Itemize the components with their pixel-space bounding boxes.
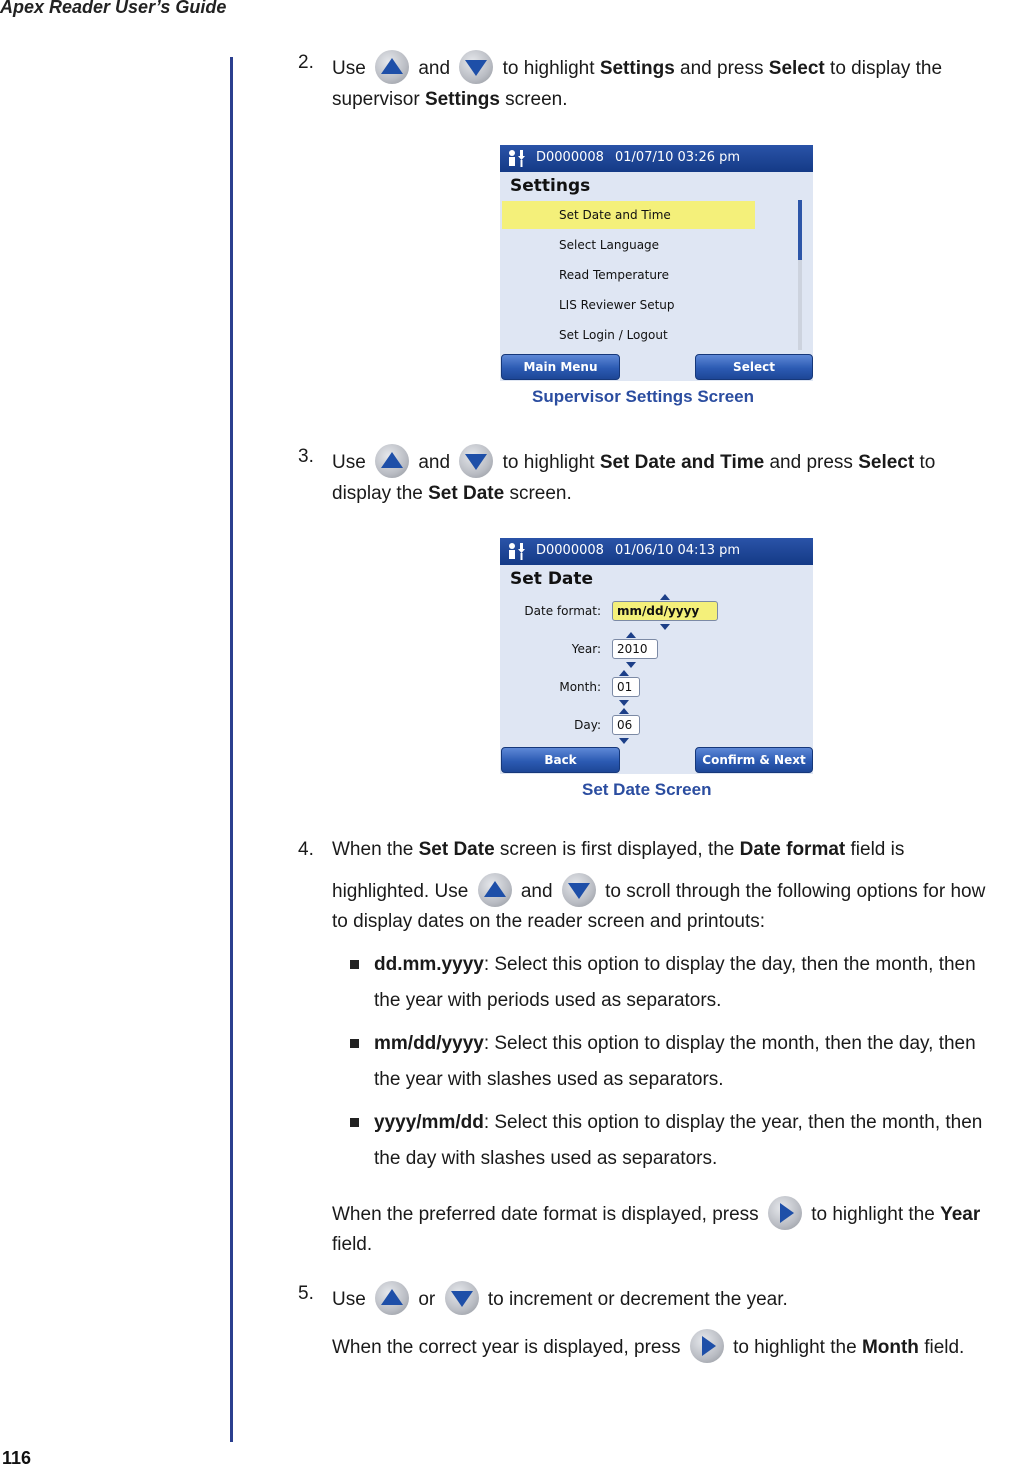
operator-id: D0000008 [536,543,604,558]
down-arrow-icon [459,444,493,478]
option-text: the year with slashes used as separators. [374,1069,724,1090]
day-field[interactable]: 06 [612,715,640,735]
year-field[interactable]: 2010 [612,639,658,659]
screen-titlebar [500,538,813,565]
screen-title: Set Date [510,569,594,589]
step3-line1: Use and to highlight Set Date and Time and press Select to [332,446,935,480]
down-arrow-icon [445,1281,479,1315]
screen-datetime: 01/07/10 03:26 pm [615,150,741,165]
decrement-arrow-icon[interactable] [619,738,629,744]
down-arrow-icon [562,873,596,907]
step4-line1: When the Set Date screen is first displayed, the Date format field is [332,839,905,860]
decrement-arrow-icon[interactable] [619,700,629,706]
step5-line2: When the correct year is displayed, press to highlight the Month field. [332,1331,964,1365]
bullet-icon [350,960,359,969]
screen-title: Settings [510,176,591,196]
date-format-field[interactable]: mm/dd/yyyy [612,601,718,621]
menu-item[interactable]: Select Language [559,238,660,252]
step5-line1: Use or to increment or decrement the year. [332,1283,788,1317]
increment-arrow-icon[interactable] [619,670,629,676]
option-mm-dd-yyyy: mm/dd/yyyy: Select this option to display the month, then the day, then [374,1033,976,1054]
option-yyyy-mm-dd: yyyy/mm/dd: Select this option to display the year, then the month, then [374,1112,983,1133]
menu-item[interactable]: Set Date and Time [559,208,671,222]
step-number: 2. [298,52,314,73]
option-text: the year with periods used as separators. [374,990,722,1011]
year-label: Year: [571,642,601,656]
right-arrow-icon [690,1329,724,1363]
operator-id: D0000008 [536,150,604,165]
month-label: Month: [559,680,601,694]
scrollbar-thumb[interactable] [798,200,802,260]
right-arrow-icon [768,1196,802,1230]
main-menu-button[interactable]: Main Menu [501,354,620,380]
option-dd-mm-yyyy: dd.mm.yyyy: Select this option to display the day, then the month, then [374,954,976,975]
bullet-icon [350,1039,359,1048]
step-number: 4. [298,839,314,860]
date-format-label: Date format: [524,604,601,618]
up-arrow-icon [478,873,512,907]
figure-caption: Set Date Screen [582,780,712,799]
select-button[interactable]: Select [695,354,813,380]
decrement-arrow-icon[interactable] [660,624,670,630]
step-number: 5. [298,1283,314,1304]
screen-datetime: 01/06/10 04:13 pm [615,543,741,558]
month-field[interactable]: 01 [612,677,640,697]
settings-screen-figure [500,145,813,381]
option-text: the day with slashes used as separators. [374,1148,718,1169]
supervisor-icon [506,148,528,172]
increment-arrow-icon[interactable] [626,632,636,638]
step2-line2: supervisor Settings screen. [332,89,568,110]
step4-line3: to display dates on the reader screen and printouts: [332,911,766,932]
increment-arrow-icon[interactable] [619,708,629,714]
day-label: Day: [574,718,601,732]
page-number: 116 [2,1448,32,1468]
supervisor-icon [506,541,528,565]
step4-line2: highlighted. Use and to scroll through the following options for how [332,875,985,909]
menu-item[interactable]: LIS Reviewer Setup [559,298,675,312]
step2-line1: Use and to highlight Settings and press Select to display the [332,52,942,86]
step4-line5: field. [332,1234,373,1255]
set-date-screen-figure [500,538,813,774]
decrement-arrow-icon[interactable] [626,662,636,668]
step4-line4: When the preferred date format is displayed, press to highlight the Year [332,1198,980,1232]
menu-item[interactable]: Set Login / Logout [559,328,668,342]
up-arrow-icon [375,50,409,84]
back-button[interactable]: Back [501,747,620,773]
bullet-icon [350,1118,359,1127]
confirm-next-button[interactable]: Confirm & Next [695,747,813,773]
up-arrow-icon [375,1281,409,1315]
step-number: 3. [298,446,314,467]
down-arrow-icon [459,50,493,84]
step3-line2: display the Set Date screen. [332,483,572,504]
screen-titlebar [500,145,813,172]
up-arrow-icon [375,444,409,478]
figure-caption: Supervisor Settings Screen [532,387,755,406]
running-header: Apex Reader User’s Guide [0,0,227,17]
menu-item[interactable]: Read Temperature [559,268,669,282]
increment-arrow-icon[interactable] [660,594,670,600]
margin-rule [230,57,233,1442]
